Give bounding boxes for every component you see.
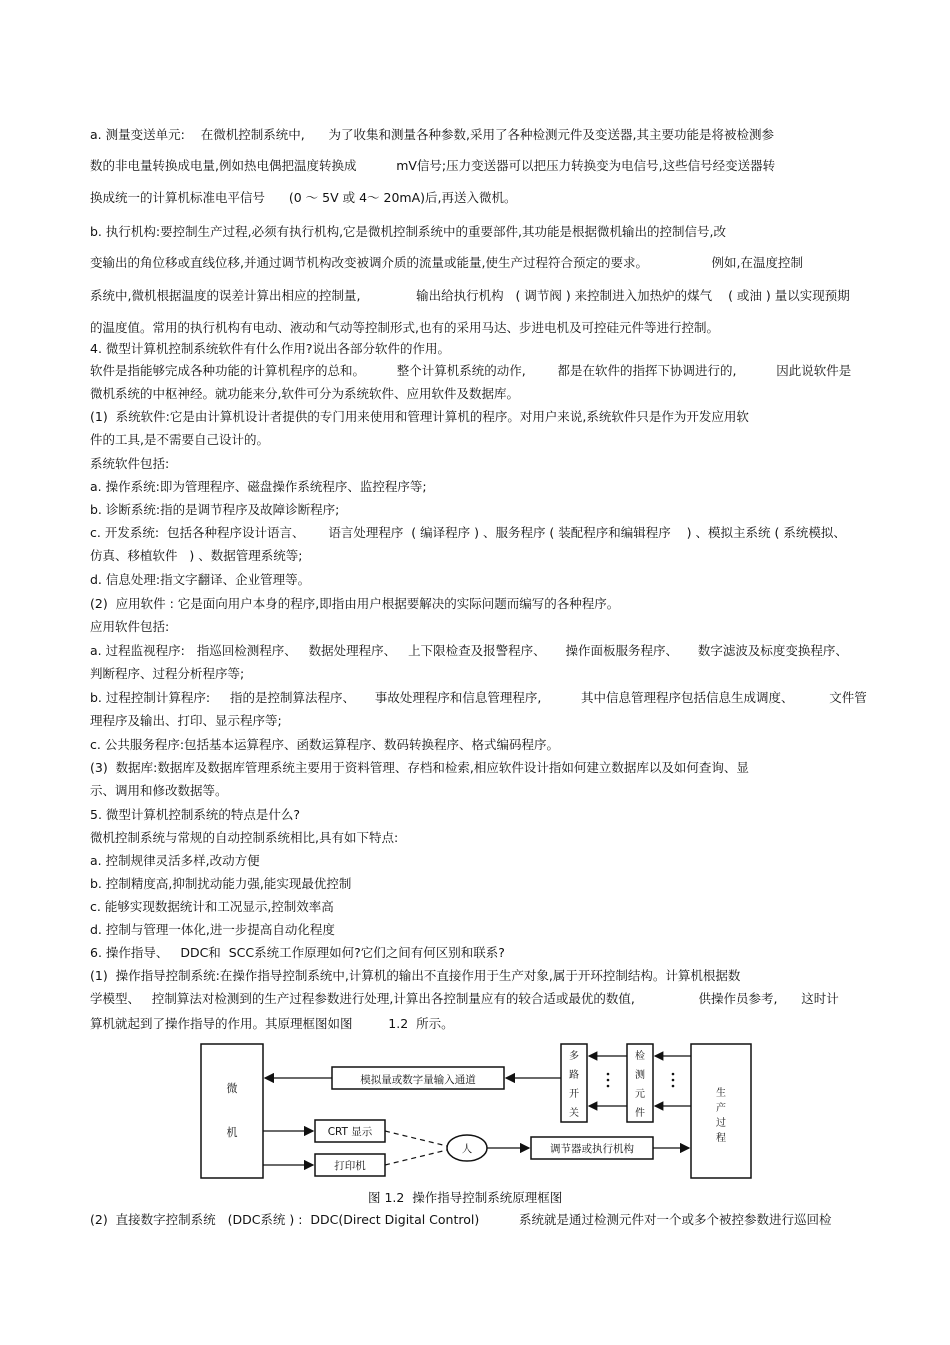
- figure-caption: 图 1.2 操作指导控制系统原理框图: [368, 1190, 563, 1205]
- text-line: 4. 微型计算机控制系统软件有什么作用?说出各部分软件的作用。: [90, 341, 451, 356]
- text-line: 变输出的角位移或直线位移,并通过调节机构改变被调介质的流量或能量,使生产过程符合预定的要求。 例如,在温度控制: [90, 255, 803, 270]
- text-line: b. 执行机构:要控制生产过程,必须有执行机构,它是微机控制系统中的重要部件,其功能是根据微机输出的控制信号,改: [90, 224, 726, 239]
- sensor-char: 检: [635, 1051, 645, 1062]
- process-char: 产: [716, 1103, 726, 1114]
- text-line: (2) 应用软件 : 它是面向用户本身的程序,即指由用户根据要解决的实际问题而编写的各种程序。: [90, 596, 620, 611]
- operator-label: 人: [461, 1143, 473, 1155]
- text-line: c. 公共服务程序:包括基本运算程序、函数运算程序、数码转换程序、格式编码程序。: [90, 737, 560, 752]
- text-line: a. 测量变送单元: 在微机控制系统中, 为了收集和测量各种参数,采用了各种检测元件及变送器,其主要功能是将被检测参: [90, 127, 774, 142]
- text-line: (1) 操作指导控制系统:在操作指导控制系统中,计算机的输出不直接作用于生产对象,属于开环控制结构。计算机根据数: [90, 968, 741, 983]
- text-line: 判断程序、过程分析程序等;: [90, 666, 245, 681]
- text-line: 数的非电量转换成电量,例如热电偶把温度转换成 mV信号;压力变送器可以把压力转换变为电信号,这些信号经变送器转: [90, 158, 776, 173]
- text-line: a. 过程监视程序: 指巡回检测程序、 数据处理程序、 上下限检查及报警程序、 操作面板服务程序、 数字滤波及标度变换程序、: [90, 643, 848, 658]
- crt-display-label: CRT 显示: [327, 1126, 373, 1138]
- text-line: a. 操作系统:即为管理程序、磁盘操作系统程序、监控程序等;: [90, 479, 427, 494]
- text-line: 微机系统的中枢神经。就功能来分,软件可分为系统软件、应用软件及数据库。: [90, 386, 519, 401]
- microcomputer-label-top: 微: [226, 1082, 238, 1095]
- microcomputer-box: [201, 1044, 263, 1178]
- text-line: 5. 微型计算机控制系统的特点是什么?: [90, 807, 301, 822]
- text-line: (3) 数据库:数据库及数据库管理系统主要用于资料管理、存档和检索,相应软件设计指如何建立数据库以及如何查询、显: [90, 760, 749, 775]
- text-line: 学模型、 控制算法对检测到的生产过程参数进行处理,计算出各控制量应有的较合适或最优的数值, 供操作员参考, 这时计: [90, 991, 839, 1006]
- text-line: c. 能够实现数据统计和工况显示,控制效率高: [90, 899, 334, 914]
- text-line: 的温度值。常用的执行机构有电动、液动和气动等控制形式,也有的采用马达、步进电机及可控硅元件等进行控制。: [90, 320, 719, 335]
- mux-char: 多: [569, 1051, 579, 1062]
- text-line: a. 控制规律灵活多样,改动方便: [90, 853, 260, 868]
- sensor-char: 件: [635, 1108, 645, 1119]
- text-line: 示、调用和修改数据等。: [90, 783, 228, 798]
- process-char: 程: [716, 1133, 726, 1144]
- sensor-char: 测: [635, 1070, 645, 1081]
- text-line: d. 控制与管理一体化,进一步提高自动化程度: [90, 922, 335, 937]
- process-char: 过: [716, 1118, 726, 1129]
- text-line: 换成统一的计算机标准电平信号 (0 ～ 5V 或 4～ 20mA)后,再送入微机。: [90, 190, 517, 205]
- text-line: b. 过程控制计算程序: 指的是控制算法程序、 事故处理程序和信息管理程序, 其中信息管理程序包括信息生成调度、 文件管: [90, 690, 867, 705]
- text-line: 仿真、移植软件 ) 、数据管理系统等;: [90, 548, 303, 563]
- text-line: 6. 操作指导、 DDC和 SCC系统工作原理如何?它们之间有何区别和联系?: [90, 945, 505, 960]
- last-paragraph-line: (2) 直接数字控制系统 (DDC系统 ) : DDC(Direct Digital Control) 系统就是通过检测元件对一个或多个被控参数进行巡回检: [90, 1212, 832, 1227]
- actuator-label: 调节器或执行机构: [550, 1143, 634, 1155]
- text-line: 微机控制系统与常规的自动控制系统相比,具有如下特点:: [90, 830, 399, 845]
- operation-guide-block-diagram: [195, 1038, 757, 1186]
- mux-char: 开: [569, 1089, 579, 1100]
- text-line: 应用软件包括:: [90, 619, 170, 634]
- text-line: 件的工具,是不需要自己设计的。: [90, 432, 269, 447]
- mux-char: 路: [569, 1070, 579, 1081]
- process-char: 生: [716, 1088, 726, 1099]
- text-line: c. 开发系统: 包括各种程序设计语言、 语言处理程序 ( 编译程序 ) 、服务程序 ( 装配程序和编辑程序 ) 、模拟主系统 ( 系统模拟、: [90, 525, 846, 540]
- text-line: 系统中,微机根据温度的误差计算出相应的控制量, 输出给执行机构 ( 调节阀 ) 来控制进入加热炉的煤气 ( 或油 ) 量以实现预期: [90, 288, 850, 303]
- mux-char: 关: [569, 1108, 579, 1119]
- text-line: b. 控制精度高,抑制扰动能力强,能实现最优控制: [90, 876, 352, 891]
- input-channel-label: 模拟量或数字量输入通道: [360, 1074, 476, 1086]
- text-line: 算机就起到了操作指导的作用。其原理框图如图 1.2 所示。: [90, 1016, 454, 1031]
- sensor-char: 元: [635, 1089, 645, 1100]
- text-line: d. 信息处理:指文字翻译、企业管理等。: [90, 572, 311, 587]
- printer-label: 打印机: [334, 1160, 366, 1172]
- text-line: b. 诊断系统:指的是调节程序及故障诊断程序;: [90, 502, 340, 517]
- text-line: 系统软件包括:: [90, 456, 170, 471]
- text-line: 理程序及输出、打印、显示程序等;: [90, 713, 282, 728]
- text-line: (1) 系统软件:它是由计算机设计者提供的专门用来使用和管理计算机的程序。对用户来说,系统软件只是作为开发应用软: [90, 409, 749, 424]
- microcomputer-label-bottom: 机: [226, 1126, 238, 1139]
- text-line: 软件是指能够完成各种功能的计算机程序的总和。 整个计算机系统的动作, 都是在软件的指挥下协调进行的, 因此说软件是: [90, 363, 852, 378]
